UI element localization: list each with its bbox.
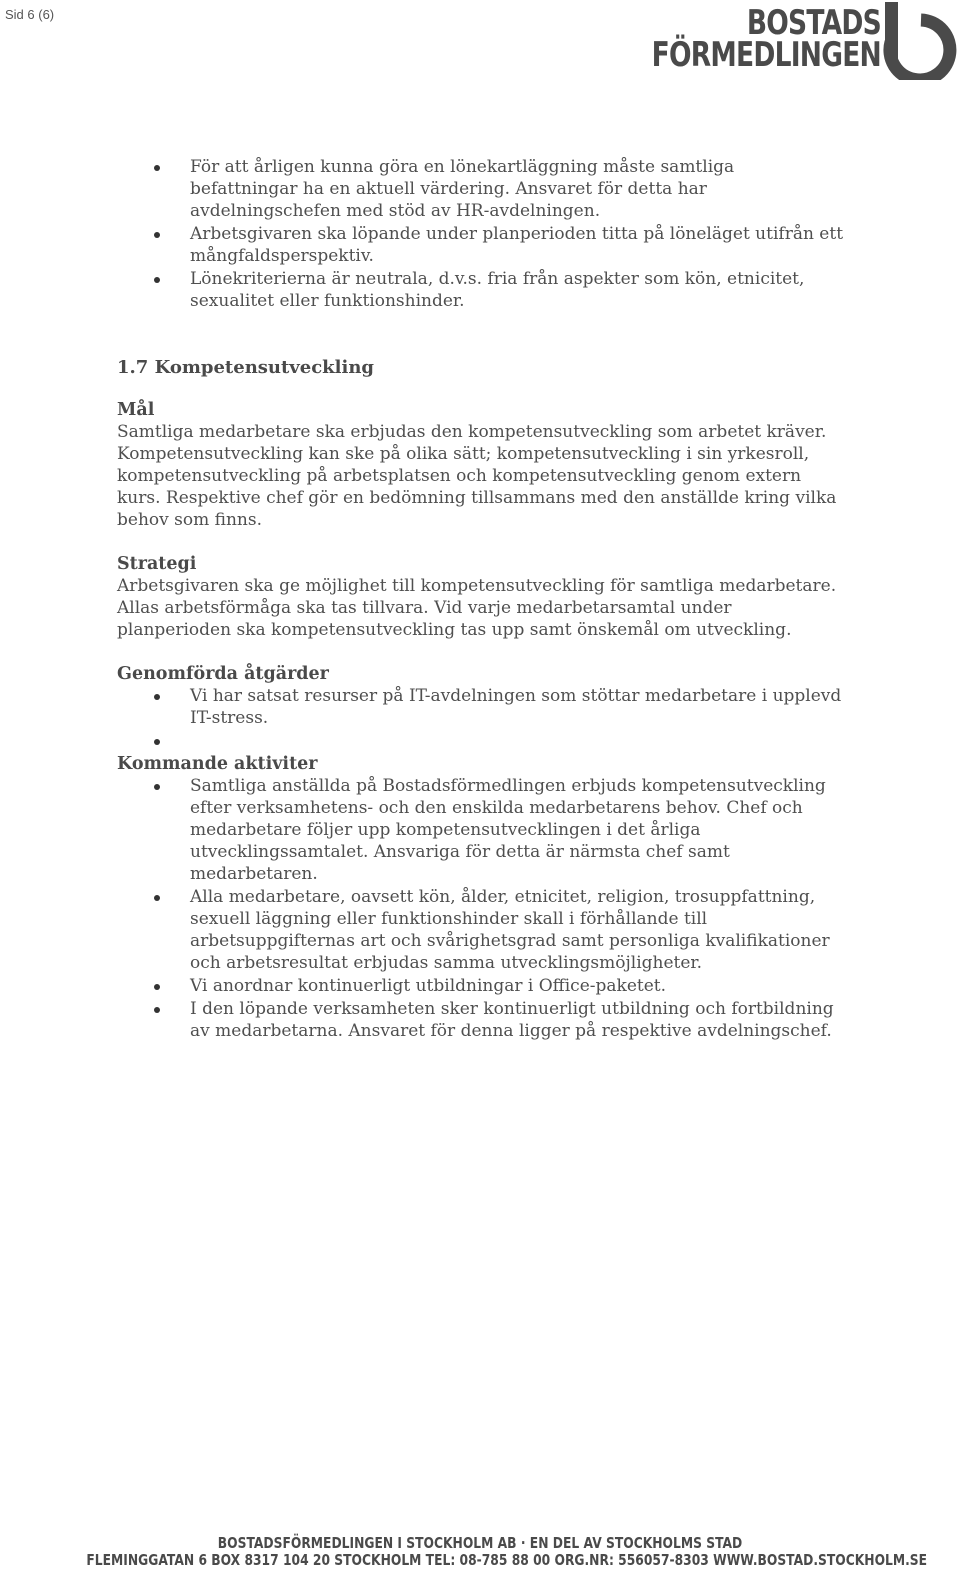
list-item: Samtliga anställda på Bostadsförmedlingen erbjuds kompetensutveckling efter verksamhetens- och den enskilda medarbetarens behov. Chef och medarbetare följer upp kompetensutvecklingen i det årliga utvecklingssamtalet. Ansvariga för detta är närmsta chef samt medarbetaren. <box>117 775 847 885</box>
list-item: För att årligen kunna göra en lönekartläggning måste samtliga befattningar ha en aktuell värdering. Ansvaret för detta har avdelningschefen med stöd av HR-avdelningen. <box>117 156 847 222</box>
section-title: 1.7 Kompetensutveckling <box>117 357 375 378</box>
done-bullet-list <box>117 685 847 752</box>
goal-block <box>117 399 847 531</box>
upcoming-bullet-list <box>117 775 847 1042</box>
logo-text-top: BOSTADS <box>746 3 881 43</box>
strategy-block <box>117 553 847 641</box>
list-item: Vi anordnar kontinuerligt utbildningar i Office-paketet. <box>117 975 847 997</box>
page-number: Sid 6 (6) <box>5 7 55 22</box>
list-item: Alla medarbetare, oavsett kön, ålder, etnicitet, religion, trosuppfattning, sexuell läggning eller funktionshinder skall i förhållande till arbetsuppgifternas art och svårighetsgrad samt personliga kvalifikationer och arbetsresultat erbjudas samma utvecklingsmöjligheter. <box>117 886 847 974</box>
footer-contact-line: FLEMINGGATAN 6 BOX 8317 104 20 STOCKHOLM TEL: 08-785 88 00 ORG.NR: 556057-8303 WWW.BOSTAD.STOCKHOLM.SE <box>86 1551 928 1569</box>
logo-b-mark-icon <box>883 2 959 80</box>
footer-company-line: BOSTADSFÖRMEDLINGEN I STOCKHOLM AB · EN DEL AV STOCKHOLMS STAD <box>217 1534 743 1552</box>
list-item: Arbetsgivaren ska löpande under planperioden titta på löneläget utifrån ett mångfaldsperspektiv. <box>117 223 847 267</box>
goal-text: Samtliga medarbetare ska erbjudas den kompetensutveckling som arbetet kräver. Kompetensutveckling kan ske på olika sätt; kompetensutveckling i sin yrkesroll, kompetensutveckling på arbetsplatsen och kompetensutveckling genom extern kurs. Respektive chef gör en bedömning tillsammans med den anställde kring vilka behov som finns. <box>117 422 837 530</box>
strategy-text: Arbetsgivaren ska ge möjlighet till kompetensutveckling för samtliga medarbetare. Allas arbetsförmåga ska tas tillvara. Vid varje medarbetarsamtal under planperioden ska kompetensutveckling tas upp samt önskemål om utveckling. <box>117 576 837 640</box>
intro-bullet-list <box>117 156 847 312</box>
done-block <box>117 663 847 752</box>
goal-heading: Mål <box>117 400 155 420</box>
upcoming-block <box>117 753 847 1042</box>
document-body <box>117 156 847 1043</box>
list-item: Vi har satsat resurser på IT-avdelningen som stöttar medarbetare i upplevd IT-stress. <box>117 685 847 729</box>
list-item: Lönekriterierna är neutrala, d.v.s. fria från aspekter som kön, etnicitet, sexualitet eller funktionshinder. <box>117 268 847 312</box>
empty-list-item <box>117 730 847 752</box>
logo-text-bottom: FÖRMEDLINGEN <box>651 35 881 75</box>
list-item: I den löpande verksamheten sker kontinuerligt utbildning och fortbildning av medarbetarna. Ansvaret för denna ligger på respektive avdelningschef. <box>117 998 847 1042</box>
strategy-heading: Strategi <box>117 554 197 574</box>
done-heading: Genomförda åtgärder <box>117 664 329 684</box>
upcoming-heading: Kommande aktiviter <box>117 754 318 774</box>
company-logo <box>651 2 959 80</box>
